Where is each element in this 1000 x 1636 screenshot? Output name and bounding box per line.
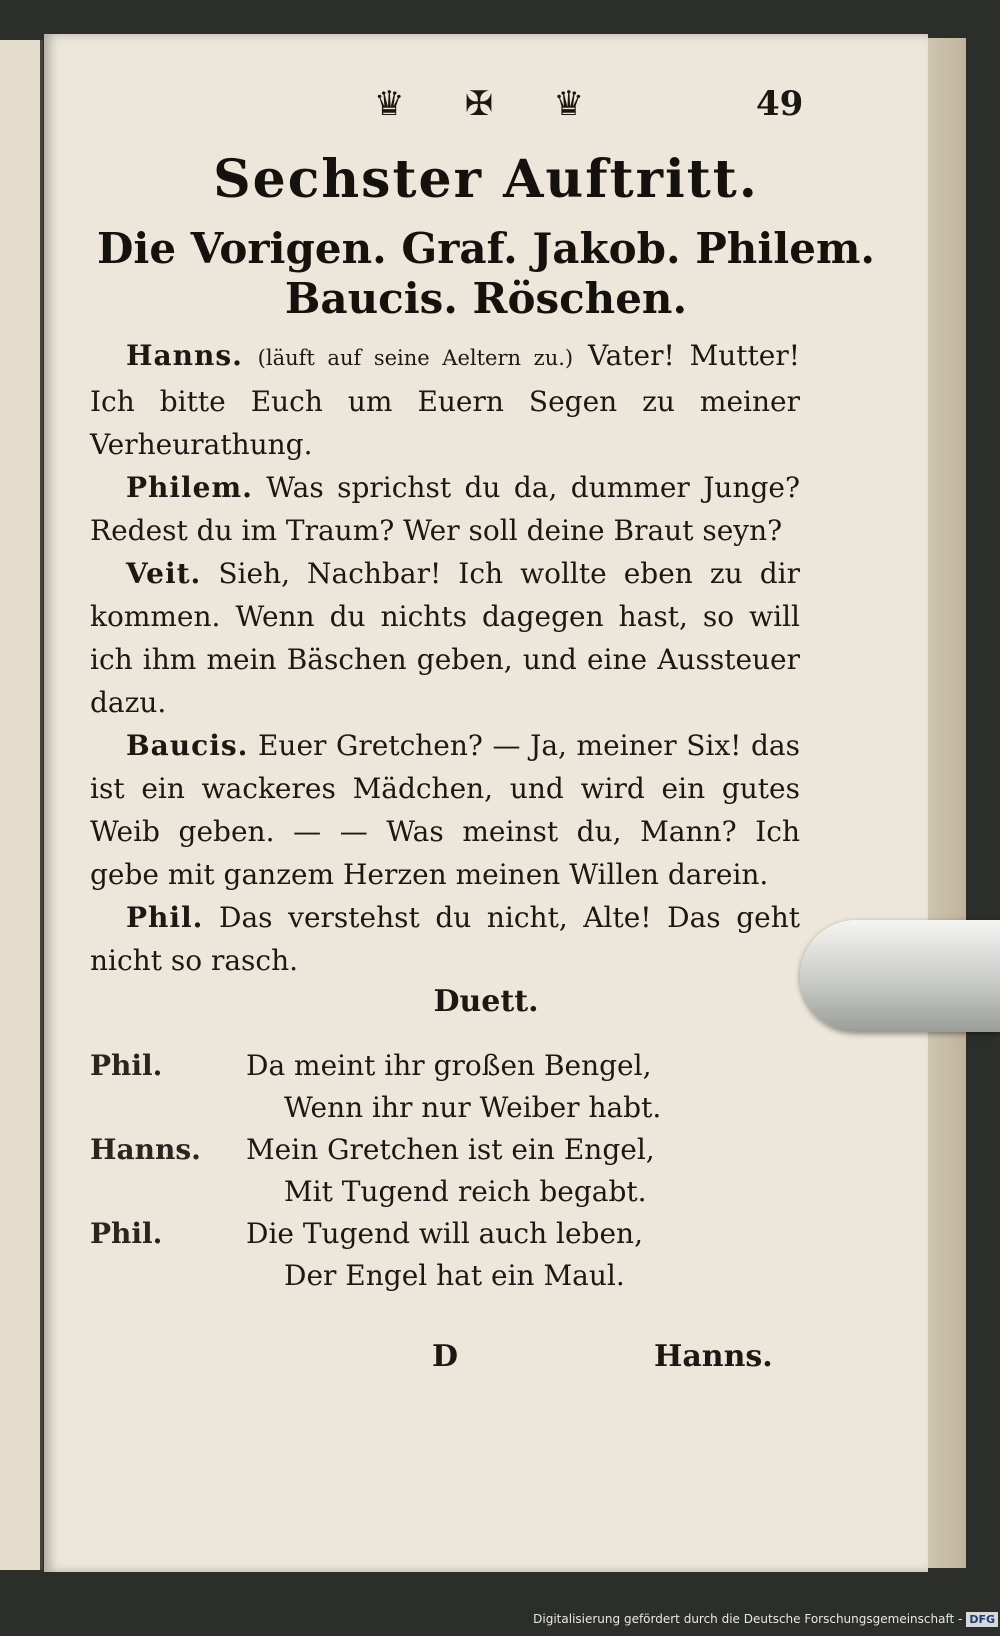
- dialogue-text: Sieh, Nachbar! Ich wollte eben zu dir kommen. Wenn du nichts dagegen hast, so will ich ihm mein Bäschen geben, und eine Aussteuer dazu.: [90, 557, 800, 719]
- dialogue-text: Vater! Mutter! Ich bitte Euch um Euern Segen zu meiner Verheurathung.: [90, 339, 800, 461]
- facing-page-edge: [0, 40, 43, 1570]
- thumb-holding-page: [800, 920, 1000, 1032]
- catchword: Hanns.: [654, 1339, 773, 1374]
- credit-text: Digitalisierung gefördert durch die Deutsche Forschungsgemeinschaft -: [533, 1612, 963, 1626]
- duet-verse: [90, 1044, 730, 1296]
- speaker-name: Philem.: [126, 471, 253, 504]
- verse-text: Der Engel hat ein Maul.: [284, 1258, 625, 1292]
- cast-list-line-1: Die Vorigen. Graf. Jakob. Philem.: [96, 224, 876, 273]
- speaker-name: Baucis.: [126, 729, 249, 762]
- verse-speaker: Phil.: [90, 1216, 163, 1250]
- dialogue-paragraph: [90, 896, 800, 982]
- verse-line: [90, 1128, 730, 1170]
- verse-text: Da meint ihr großen Bengel,: [246, 1048, 652, 1082]
- stage-direction: (läuft auf seine Aeltern zu.): [257, 346, 574, 370]
- cross-ornament-icon: ✠: [464, 84, 494, 124]
- dialogue-body: [90, 334, 800, 982]
- verse-line: [90, 1170, 730, 1212]
- verse-text: Mein Gretchen ist ein Engel,: [246, 1132, 655, 1166]
- speaker-name: Veit.: [126, 557, 202, 590]
- dialogue-paragraph: [90, 466, 800, 552]
- crown-ornament-icon: ♛: [553, 84, 584, 124]
- page-number: 49: [756, 84, 804, 124]
- dialogue-text: Das verstehst du nicht, Alte! Das geht nicht so rasch.: [90, 901, 801, 977]
- scene-title: Sechster Auftritt.: [213, 149, 759, 210]
- verse-line: [90, 1254, 730, 1296]
- speaker-name: Phil.: [126, 901, 204, 934]
- duet-heading: Duett.: [433, 984, 539, 1019]
- crown-ornament-icon: ♛: [374, 84, 405, 124]
- verse-line: [90, 1212, 730, 1254]
- dialogue-paragraph: [90, 552, 800, 724]
- book-page: [44, 34, 928, 1572]
- dialogue-paragraph: [90, 724, 800, 896]
- dialogue-text: Was sprichst du da, dummer Junge? Redest du im Traum? Wer soll deine Braut seyn?: [90, 471, 800, 547]
- verse-text: Mit Tugend reich begabt.: [284, 1174, 647, 1208]
- verse-text: Wenn ihr nur Weiber habt.: [284, 1090, 662, 1124]
- dialogue-paragraph: [90, 334, 800, 466]
- verse-text: Die Tugend will auch leben,: [246, 1216, 643, 1250]
- verse-speaker: Hanns.: [90, 1132, 201, 1166]
- digitization-credit: [520, 1608, 998, 1630]
- cast-list-line-2: Baucis. Röschen.: [284, 274, 688, 323]
- dfg-logo-icon: DFG: [966, 1612, 998, 1627]
- verse-line: [90, 1086, 730, 1128]
- dialogue-text: Euer Gretchen? — Ja, meiner Six! das ist ein wackeres Mädchen, und wird ein gutes Weib geben. — — Was meinst du, Mann? Ich gebe mit ganzem Herzen meinen Willen darein.: [90, 729, 800, 891]
- speaker-name: Hanns.: [126, 339, 243, 372]
- signature-mark: D: [432, 1339, 459, 1374]
- verse-speaker: Phil.: [90, 1048, 163, 1082]
- page-footer-line: [44, 1339, 928, 1389]
- header-ornament: [374, 84, 584, 124]
- verse-line: [90, 1044, 730, 1086]
